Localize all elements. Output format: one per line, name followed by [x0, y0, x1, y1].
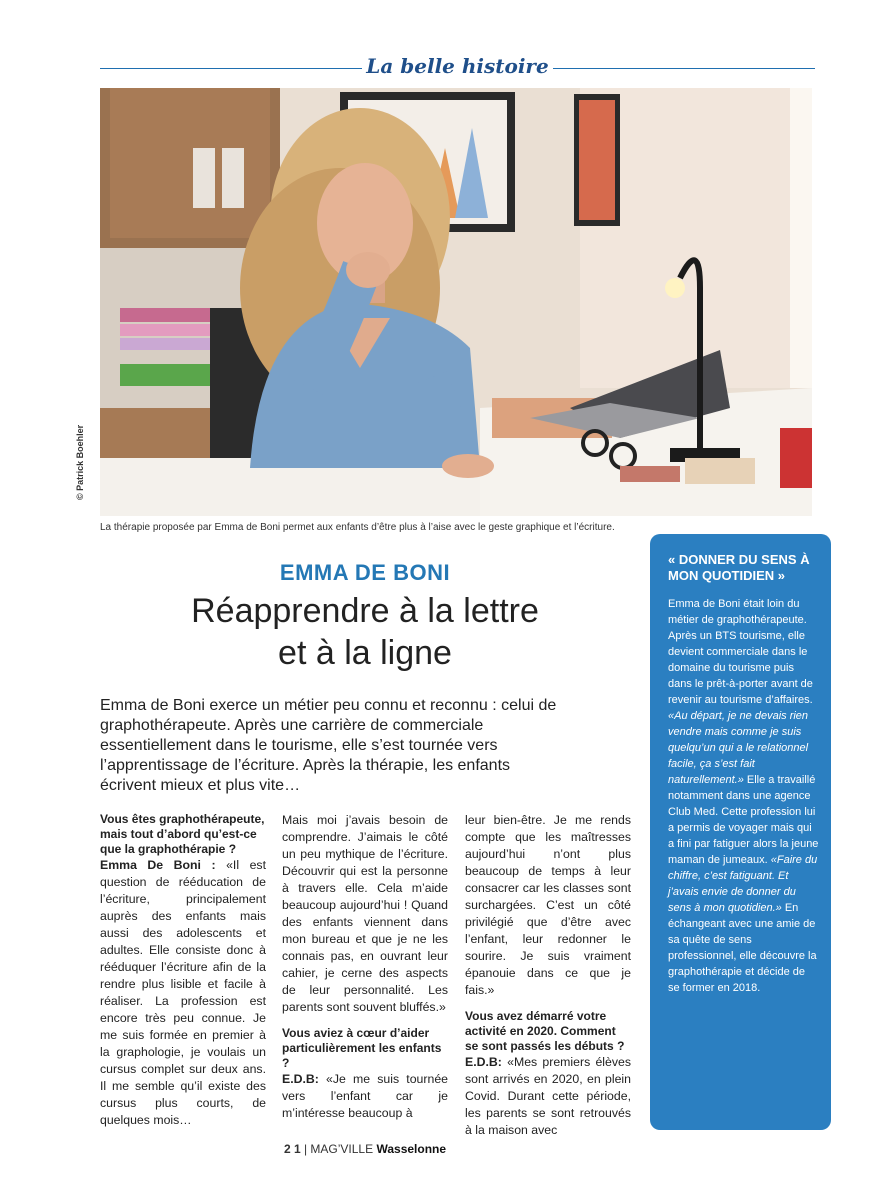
answer-text: «Mes premiers élèves sont arrivés en 2020, en plein Covid. Durant cette période, les parents se sont retrouvés à la maison avec — [465, 1055, 631, 1137]
photo-caption: La thérapie proposée par Emma de Boni permet aux enfants d’être plus à l’aise avec le geste graphique et l’écriture. — [100, 522, 615, 533]
sidebar-title: « DONNER DU SENS À MON QUOTIDIEN » — [668, 552, 810, 583]
question-1: Vous êtes graphothérapeute, mais tout d’abord qu’est-ce que la graphothérapie ? — [100, 812, 265, 856]
answer-1-continued: Mais moi j’avais besoin de comprendre. J’aimais le côté un peu mythique de l’écriture. Découvrir qui est la personne à travers elle. Cela m’aide beaucoup aujourd’hui ! Quand des enfants viennent dans mon bureau et que je ne les connais pas, en ouvrant leur cahier, je cerne des aspects de leur personnalité. Les parents sont souvent bluffés.» — [282, 813, 448, 1014]
page-footer — [100, 1142, 630, 1156]
photo-credit: © Patrick Boehler — [75, 424, 85, 500]
section-title: La belle histoire — [366, 54, 549, 78]
speaker-initials: E.D.B: — [465, 1055, 502, 1069]
answer-1 — [100, 857, 266, 1129]
article-lead: Emma de Boni exerce un métier peu connu et reconnu : celui de graphothérapeute. Après une carrière de commerciale essentiellement dans le tourisme, elle s’est tournée vers l’apprentissage de l’écriture. Après la thérapie, les enfants écrivent mieux et plus vite… — [100, 697, 557, 794]
article-photo — [100, 88, 812, 516]
article-kicker: EMMA DE BONI — [279, 560, 451, 585]
town-name: Wasselonne — [376, 1142, 447, 1156]
answer-text: «Je me suis tournée vers l’enfant car je m’intéresse beaucoup à — [282, 1072, 448, 1120]
sidebar-paragraph-2: Elle a travaillé notamment dans une agence Club Med. Cette profession lui a permis de voyager mais qui a fini par fatiguer alors la jeune maman de jumeaux. — [668, 774, 819, 866]
section-header — [100, 54, 815, 84]
answer-text: «Il est question de rééducation de l’écriture, principalement auprès des enfants mais aussi des adolescents et adultes. Elle consiste donc à rééduquer l’écriture afin de la rendre plus lisible et facile à réaliser. La profession est encore très peu connue. Je me suis formée en premier à la graphologie, je voulais un cursus complet sur deux ans. Il me semble qu’il existe des cursus plus courts, de quelques mois… — [100, 858, 266, 1127]
article-column-2 — [282, 812, 448, 1122]
header-rule-right — [553, 68, 815, 69]
article-column-1 — [100, 812, 266, 1129]
answer-2 — [282, 1071, 448, 1122]
answer-3 — [465, 1054, 631, 1139]
sidebar-paragraph-1: Emma de Boni était loin du métier de graphothérapeute. Après un BTS tourisme, elle devient commerciale dans le domaine du tourisme puis dans le prêt-à-porter avant de revenir au tourisme d’affaires. — [668, 598, 813, 706]
article-column-3 — [465, 812, 631, 1139]
headline-line-2: et à la ligne — [278, 634, 452, 672]
speaker-initials: E.D.B: — [282, 1072, 319, 1086]
sidebar-paragraph-3: En échangeant avec une amie de sa quête de sens professionnel, elle découvre la graphothérapie et décide de se former en 2018. — [668, 902, 817, 994]
headline-line-1: Réapprendre à la lettre — [191, 592, 539, 630]
speaker-name: Emma De Boni : — [100, 858, 216, 872]
page-number: 2 1 — [283, 1142, 301, 1156]
sidebar-quote-2: «Faire du chiffre, c’est fatiguant. Et j’avais envie de donner du sens à mon quotidien.» — [668, 854, 818, 914]
photo-illustration — [100, 88, 812, 516]
question-2: Vous aviez à cœur d’aider particulièrement les enfants ? — [282, 1026, 442, 1070]
magazine-name: MAG’VILLE — [310, 1142, 374, 1156]
sidebar-quote-1: «Au départ, je ne devais rien vendre mais comme je suis quelqu’un qui a le relationnel facile, ça s’est fait naturellement.» — [668, 710, 809, 786]
footer-separator: | — [303, 1142, 311, 1156]
sidebar-text — [668, 596, 819, 996]
sidebar-box — [650, 534, 831, 1130]
answer-2-continued: leur bien-être. Je me rends compte que les maîtresses aujourd’hui n’ont plus beaucoup de temps à leur consacrer car les classes sont surchargées. C’est un côté privilégié que d’être avec l’enfant, leur redonner le sourire. Je suis vraiment épanouie dans ce que je fais.» — [465, 813, 631, 997]
article-headline — [100, 590, 630, 674]
question-3: Vous avez démarré votre activité en 2020. Comment se sont passés les débuts ? — [465, 1009, 625, 1053]
header-rule-left — [100, 68, 362, 69]
